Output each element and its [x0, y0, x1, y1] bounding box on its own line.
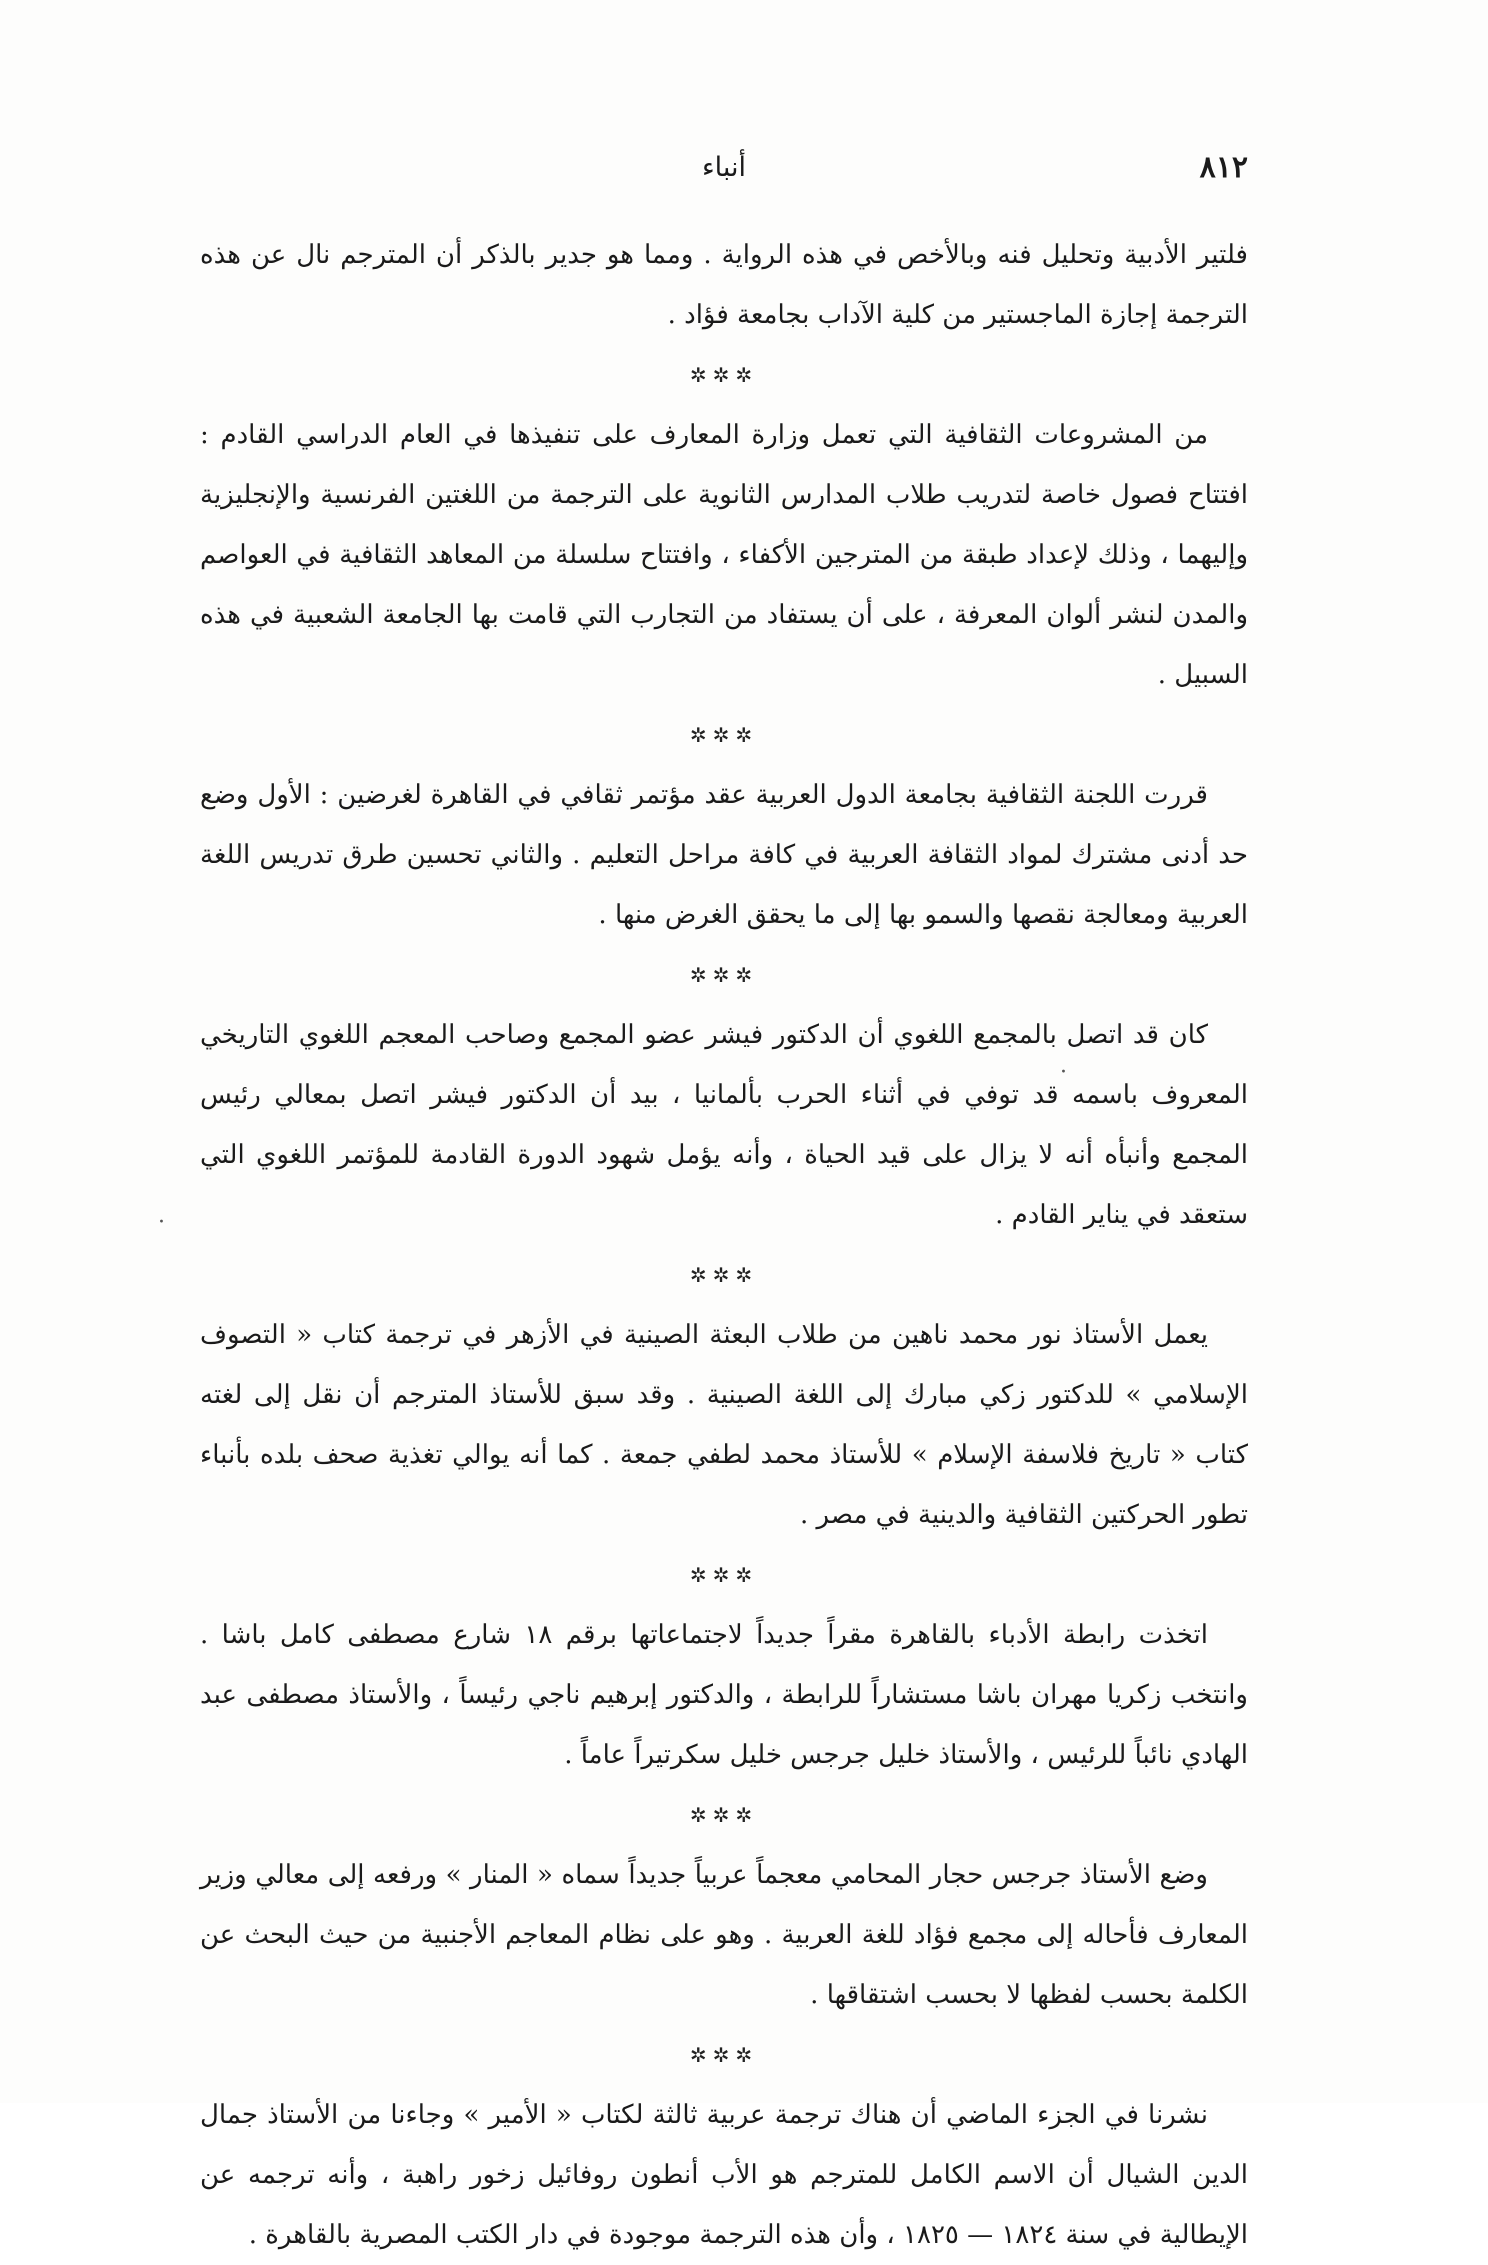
news-paragraph-1: فلتير الأدبية وتحليل فنه وبالأخص في هذه الرواية . ومما هو جدير بالذكر أن المترجم نال عن هذه الترجمة إجازة الماجستير من كلية الآداب بجامعة فؤاد . [200, 240, 1248, 330]
news-paragraph-6: اتخذت رابطة الأدباء بالقاهرة مقراً جديداً لاجتماعاتها برقم ١٨ شارع مصطفى كامل باشا . وانتخب زكريا مهران باشا مستشاراً للرابطة ، والدكتور إبرهيم ناجي رئيساً ، والأستاذ مصطفى عبد الهادي نائباً للرئيس ، والأستاذ خليل جرجس خليل سكرتيراً عاماً . [200, 1620, 1248, 1770]
page-number: ٨١٢ [1199, 150, 1248, 185]
page-header [200, 150, 1248, 200]
news-paragraph-5: يعمل الأستاذ نور محمد ناهين من طلاب البعثة الصينية في الأزهر في ترجمة كتاب « التصوف الإسلامي » للدكتور زكي مبارك إلى اللغة الصينية . وقد سبق للأستاذ المترجم أن نقل إلى لغته كتاب « تاريخ فلاسفة الإسلام » للأستاذ محمد لطفي جمعة . كما أنه يوالي تغذية صحف بلده بأنباء تطور الحركتين الثقافية والدينية في مصر . [200, 1320, 1248, 1530]
news-paragraph-3: قررت اللجنة الثقافية بجامعة الدول العربية عقد مؤتمر ثقافي في القاهرة لغرضين : الأول وضع حد أدنى مشترك لمواد الثقافة العربية في كافة مراحل التعليم . والثاني تحسين طرق تدريس اللغة العربية ومعالجة نقصها والسمو بها إلى ما يحقق الغرض منها . [200, 780, 1248, 930]
news-paragraph-8: نشرنا في الجزء الماضي أن هناك ترجمة عربية ثالثة لكتاب « الأمير » وجاءنا من الأستاذ جمال الدين الشيال أن الاسم الكامل للمترجم هو الأب أنطون روفائيل زخور راهبة ، وأنه ترجمه عن الإيطالية في سنة ١٨٢٤ — ١٨٢٥ ، وأن هذه الترجمة موجودة في دار الكتب المصرية بالقاهرة . [200, 2100, 1248, 2250]
section-separator: ✲✲✲ [689, 1263, 759, 1287]
news-paragraph-4: كان قد اتصل بالمجمع اللغوي أن الدكتور فيشر عضو المجمع وصاحب المعجم اللغوي التاريخي المعروف باسمه قد توفي في أثناء الحرب بألمانيا ، بيد أن الدكتور فيشر اتصل بمعالي رئيس المجمع وأنبأه أنه لا يزال على قيد الحياة ، وأنه يؤمل شهود الدورة القادمة للمؤتمر اللغوي التي ستعقد في يناير القادم . [200, 1020, 1248, 1230]
page-body [200, 225, 1248, 2265]
section-separator: ✲✲✲ [689, 1563, 759, 1587]
section-separator: ✲✲✲ [689, 2043, 759, 2067]
news-paragraph-2: من المشروعات الثقافية التي تعمل وزارة المعارف على تنفيذها في العام الدراسي القادم : افتتاح فصول خاصة لتدريب طلاب المدارس الثانوية على الترجمة من اللغتين الفرنسية والإنجليزية وإليهما ، وذلك لإعداد طبقة من المترجين الأكفاء ، وافتتاح سلسلة من المعاهد الثقافية في العواصم والمدن لنشر ألوان المعرفة ، على أن يستفاد من التجارب التي قامت بها الجامعة الشعبية في هذه السبيل . [200, 420, 1248, 690]
scan-speck-mark: · [1060, 1060, 1067, 1085]
section-separator: ✲✲✲ [689, 963, 759, 987]
running-title: أنباء [701, 152, 747, 183]
section-separator: ✲✲✲ [689, 723, 759, 747]
section-separator: ✲✲✲ [689, 363, 759, 387]
news-paragraph-7: وضع الأستاذ جرجس حجار المحامي معجماً عربياً جديداً سماه « المنار » ورفعه إلى معالي وزير المعارف فأحاله إلى مجمع فؤاد للغة العربية . وهو على نظام المعاجم الأجنبية من حيث البحث عن الكلمة بحسب لفظها لا بحسب اشتقاقها . [200, 1860, 1248, 2010]
section-separator: ✲✲✲ [689, 1803, 759, 1827]
scan-speck-mark: · [158, 1210, 165, 1235]
